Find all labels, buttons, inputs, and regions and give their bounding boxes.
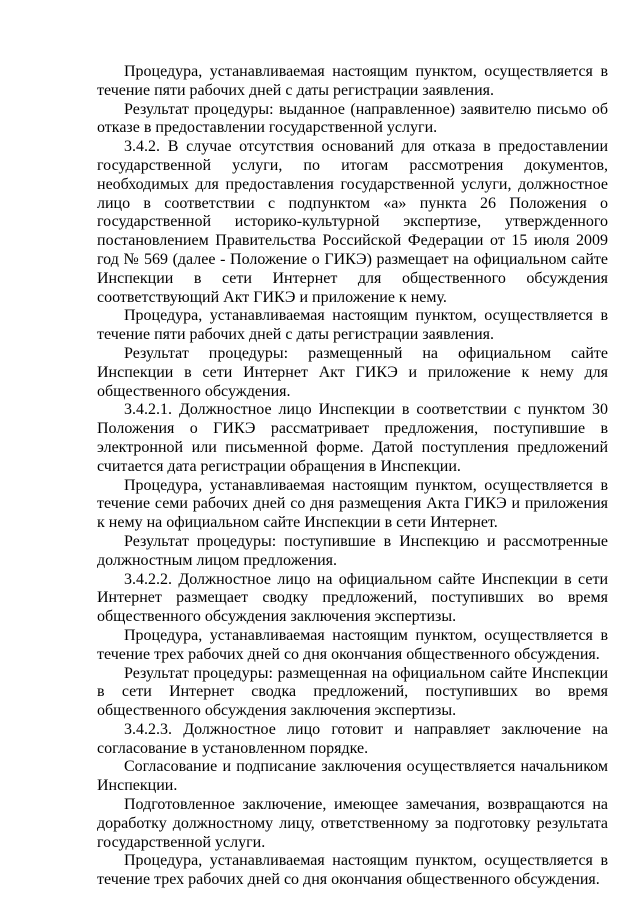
paragraph-procedure-term: Процедура, устанавливаемая настоящим пунктом, осуществляется в течение пяти рабочих дней с даты регистрации заявления. xyxy=(97,63,608,99)
paragraph-result-publication: Результат процедуры: размещенный на официальном сайте Инспекции в сети Интернет Акт ГИКЭ и приложение к нему для общественного обсуждения. xyxy=(97,344,608,400)
paragraph-3-4-2: 3.4.2. В случае отсутствия оснований для отказа в предоставлении государственной услуги, по итогам рассмотрения документов, необходимых для предоставления государственной услуги, должностное лицо в соответствии с подпунктом «а» пункта 26 Положения о государственной историко-культурной экспертизе, утвержденного постановлением Правительства Российской Федерации от 15 июля 2009 год № 569 (далее - Положение о ГИКЭ) размещает на официальном сайте Инспекции в сети Интернет для общественного обсуждения соответствующий Акт ГИКЭ и приложение к нему. xyxy=(97,138,608,306)
paragraph-3-4-2-2: 3.4.2.2. Должностное лицо на официальном сайте Инспекции в сети Интернет размещает сводку предложений, поступивших во время общественного обсуждения заключения экспертизы. xyxy=(97,570,608,626)
document-body xyxy=(97,63,608,890)
paragraph-procedure-term: Процедура, устанавливаемая настоящим пунктом, осуществляется в течение пяти рабочих дней с даты регистрации заявления. xyxy=(97,307,608,344)
paragraph-result-summary: Результат процедуры: размещенная на официальном сайте Инспекции в сети Интернет сводка предложений, поступивших во время общественного обсуждения заключения экспертизы. xyxy=(97,664,608,720)
paragraph-procedure-term: Процедура, устанавливаемая настоящим пунктом, осуществляется в течение семи рабочих дней со дня размещения Акта ГИКЭ и приложения к нему на официальном сайте Инспекции в сети Интернет. xyxy=(97,476,608,532)
paragraph-procedure-term: Процедура, устанавливаемая настоящим пунктом, осуществляется в течение трех рабочих дней со дня окончания общественного обсуждения. xyxy=(97,852,608,889)
paragraph-3-4-2-1: 3.4.2.1. Должностное лицо Инспекции в соответствии с пунктом 30 Положения о ГИКЭ рассматривает предложения, поступившие в электронной или письменной форме. Датой поступления предложений считается дата регистрации обращения в Инспекции. xyxy=(97,401,608,475)
paragraph-approval: Согласование и подписание заключения осуществляется начальником Инспекции. xyxy=(97,758,608,795)
paragraph-revision: Подготовленное заключение, имеющее замечания, возвращаются на доработку должностному лицу, ответственному за подготовку результата государственной услуги. xyxy=(97,796,608,851)
paragraph-result-proposals: Результат процедуры: поступившие в Инспекцию и рассмотренные должностным лицом предложения. xyxy=(97,532,608,569)
paragraph-procedure-term: Процедура, устанавливаемая настоящим пунктом, осуществляется в течение трех рабочих дней со дня окончания общественного обсуждения. xyxy=(97,626,608,663)
paragraph-result-refusal-letter: Результат процедуры: выданное (направленное) заявителю письмо об отказе в предоставлении государственной услуги. xyxy=(97,100,608,137)
paragraph-3-4-2-3: 3.4.2.3. Должностное лицо готовит и направляет заключение на согласование в установленном порядке. xyxy=(97,720,608,757)
